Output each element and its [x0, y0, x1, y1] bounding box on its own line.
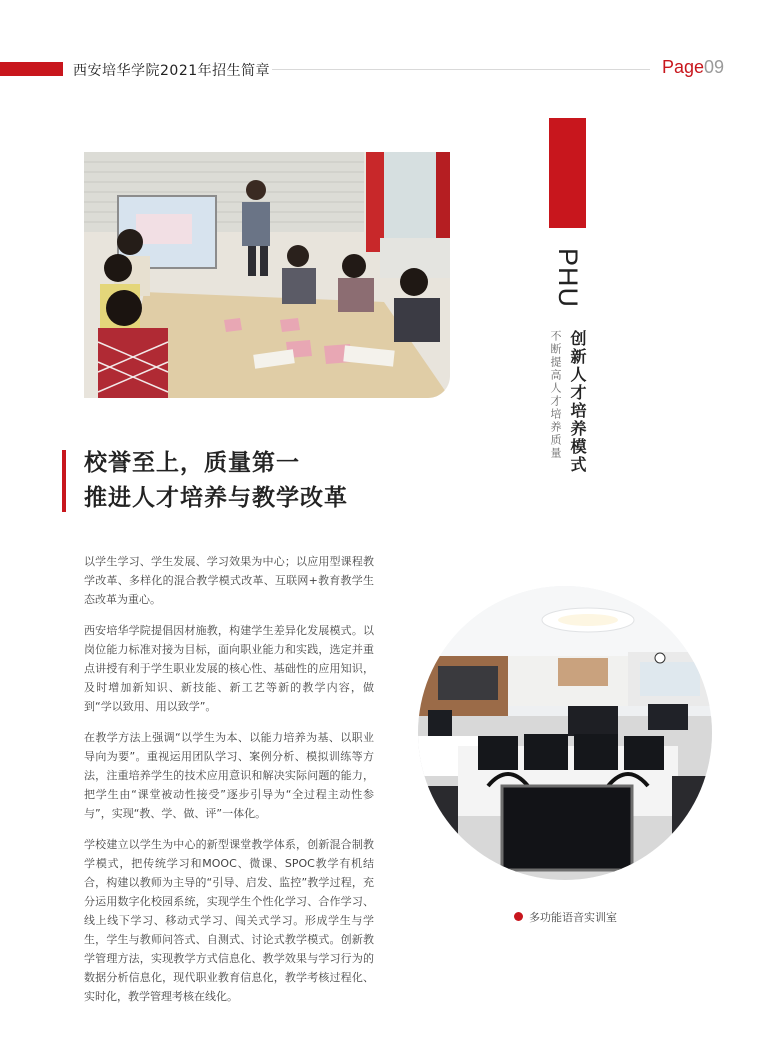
- paragraph: 以学生学习、学生发展、学习效果为中心；以应用型课程教学改革、多样化的混合教学模式改革、互联网+教育教学生态改革为重心。: [84, 555, 374, 606]
- body-text: [84, 552, 374, 1018]
- paragraph: 在教学方法上强调“以学生为本、以能力培养为基、以职业导向为要”。重视运用团队学习、案例分析、模拟训练等方法，注重培养学生的技术应用意识和解决实际问题的能力，把学生由“课堂被动性接受”逐步引导为“全过程主动性参与”，实现“教、学、做、评”一体化。: [84, 731, 374, 820]
- classroom-photo: [84, 152, 450, 398]
- side-accent-bar: [549, 118, 586, 228]
- section-vertical-title: 创新人才培养模式: [568, 330, 587, 474]
- paragraph: 西安培华学院提倡因材施教，构建学生差异化发展模式。以岗位能力标准对接为目标，面向职业能力和实践，选定并重点讲授有利于学生职业发展的核心性、基础性的应用知识，及时增加新知识、新技能、新工艺等新的教学内容，做到“学以致用、用以致学”。: [84, 624, 374, 713]
- language-lab-photo: [418, 586, 712, 880]
- photo-caption: 多功能语音实训室: [529, 911, 617, 924]
- section-vertical-subtitle: 不断提高人才培养质量: [549, 330, 562, 460]
- heading-line-1: 校誉至上，质量第一: [84, 450, 300, 476]
- page-number: [662, 57, 724, 78]
- document-title: 西安培华学院2021年招生简章: [73, 63, 271, 79]
- section-heading: [84, 446, 348, 516]
- caption-bullet: [514, 912, 523, 921]
- header-divider: [272, 69, 650, 70]
- header-accent-bar: [0, 62, 63, 76]
- page-digits: 09: [704, 57, 725, 77]
- heading-accent-bar: [62, 450, 66, 512]
- page-prefix: Page: [662, 57, 705, 77]
- paragraph: 学校建立以学生为中心的新型课堂教学体系，创新混合制教学模式，把传统学习和MOOC、微课、SPOC教学有机结合，构建以教师为主导的“引导、启发、监控”教学过程，充分运用数字化校园系统，实现学生个性化学习、合作学习、线上线下学习、移动式学习、闯关式学习。形成学生与学生，学生与教师问答式、自测式、讨论式教学模式。创新教学管理方法，实现教学方式信息化、教学效果与学习行为的数据分析信息化，现代职业教育信息化，教学考核过程化、实时化，教学管理考核在线化。: [84, 838, 374, 1003]
- brand-mark: PHU: [553, 248, 583, 309]
- heading-line-2: 推进人才培养与教学改革: [84, 485, 348, 511]
